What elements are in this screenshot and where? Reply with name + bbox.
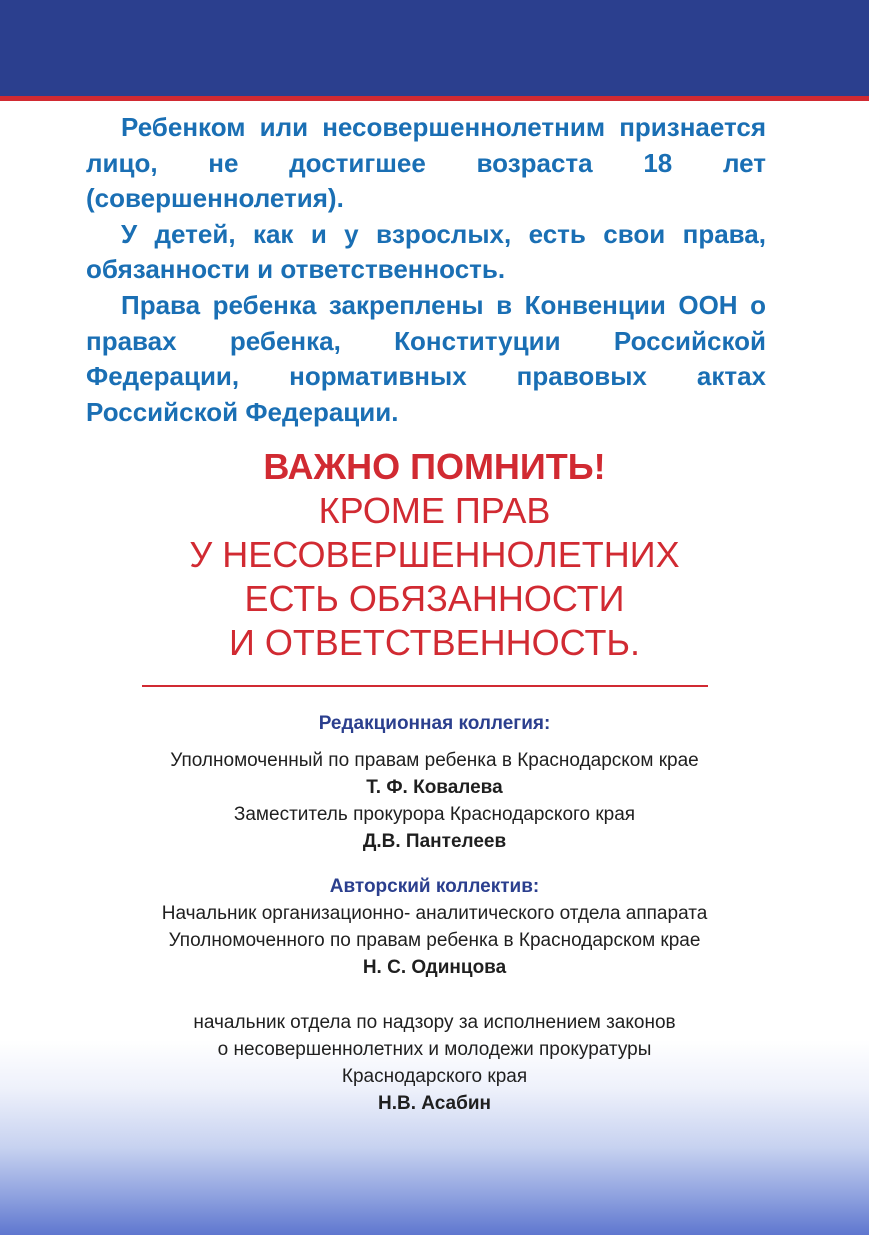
warning-title: ВАЖНО ПОМНИТЬ! (263, 446, 606, 487)
member-position: начальник отдела по надзору за исполнением законов (193, 1012, 676, 1033)
intro-text (86, 110, 766, 430)
header-band (0, 0, 869, 96)
member-name: Д.В. Пантелеев (362, 831, 507, 852)
member-position: Заместитель прокурора Краснодарского края (233, 804, 636, 825)
header-red-stripe (0, 96, 869, 101)
member-name: Т. Ф. Ковалева (366, 777, 503, 798)
member-name: Н.В. Асабин (377, 1093, 491, 1114)
member-position: Начальник организационно- аналитического отдела аппарата (161, 903, 708, 924)
divider-line (142, 685, 708, 687)
warning-lines (0, 489, 869, 665)
intro-paragraph: Ребенком или несовершеннолетним признается лицо, не достигшее возраста 18 лет (совершеннолетия). (86, 112, 766, 214)
editorial-heading: Редакционная коллегия: (318, 713, 551, 734)
member-name: Н. С. Одинцова (362, 957, 507, 978)
intro-paragraph: У детей, как и у взрослых, есть свои права, обязанности и ответственность. (86, 218, 766, 285)
warning-line: КРОМЕ ПРАВ (318, 490, 551, 531)
credits-block (0, 710, 869, 1117)
warning-block (0, 445, 869, 665)
intro-paragraph: Права ребенка закреплены в Конвенции ООН о правах ребенка, Конституции Российской Федерации, нормативных правовых актах Российской Федерации. (86, 289, 766, 427)
warning-line: ЕСТЬ ОБЯЗАННОСТИ (244, 578, 625, 619)
member-position: Уполномоченного по правам ребенка в Краснодарском крае (168, 930, 701, 951)
member-position: о несовершеннолетних и молодежи прокуратуры (217, 1039, 652, 1060)
member-position: Краснодарского края (341, 1066, 528, 1087)
warning-line: У НЕСОВЕРШЕННОЛЕТНИХ (189, 534, 680, 575)
warning-line: И ОТВЕТСТВЕННОСТЬ. (228, 622, 641, 663)
authors-heading: Авторский коллектив: (329, 876, 540, 897)
member-position: Уполномоченный по правам ребенка в Краснодарском крае (170, 750, 699, 771)
